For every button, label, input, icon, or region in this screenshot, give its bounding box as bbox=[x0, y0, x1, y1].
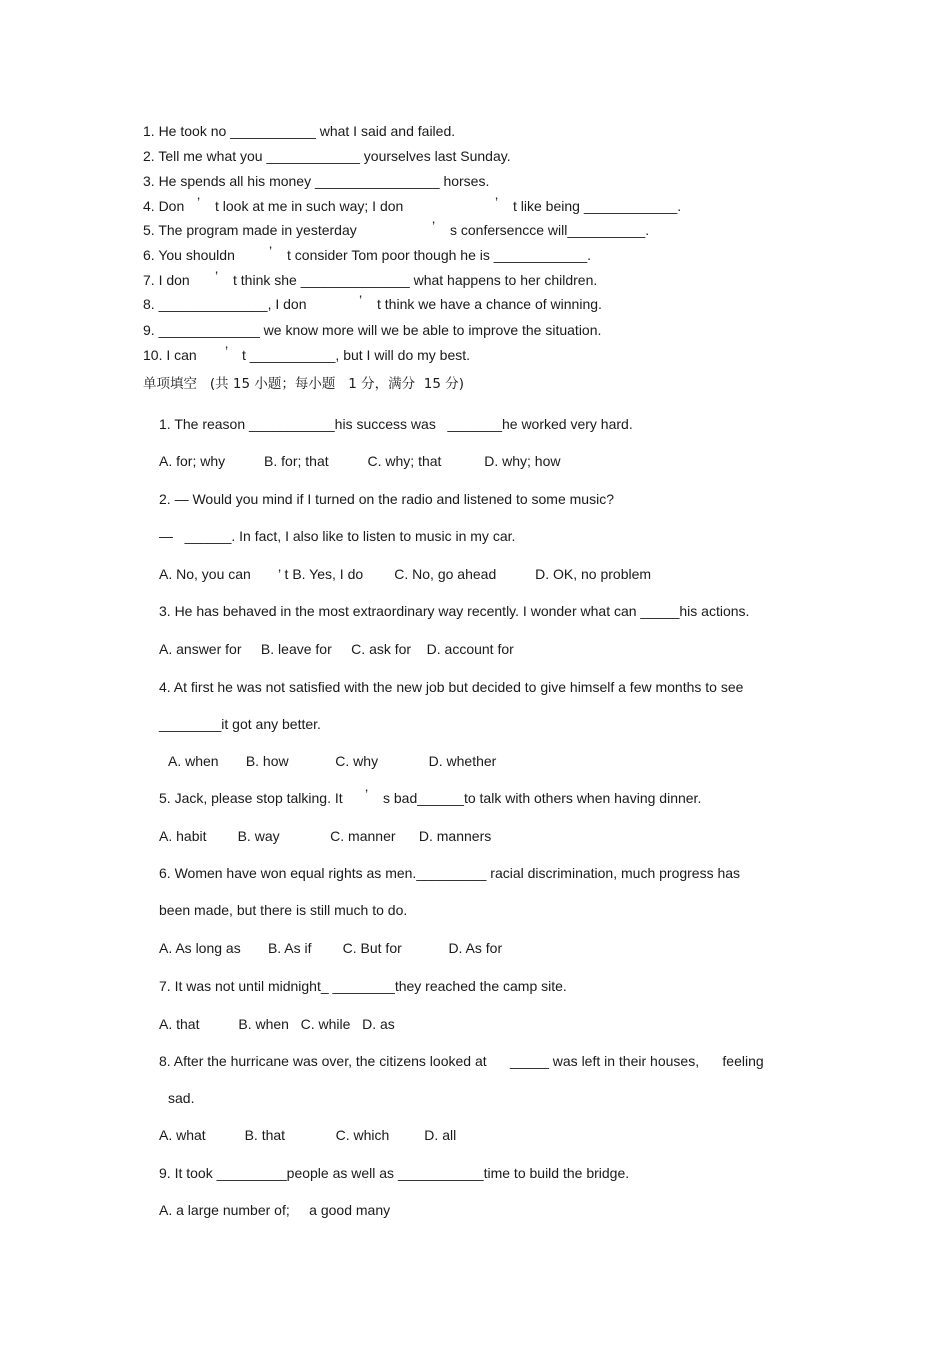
question-2-reply: — ______. In fact, I also like to listen to music in my car. bbox=[159, 528, 516, 544]
options-7: A. that B. when C. while D. as bbox=[159, 1016, 395, 1032]
options-1: A. for; why B. for; that C. why; that D. why; how bbox=[159, 453, 561, 469]
section-heading: 单项填空 (共 15 小题；每小题 1 分，满分 15 分) bbox=[143, 376, 464, 392]
question-4: 4. At first he was not satisfied with the new job but decided to give himself a few months to see bbox=[159, 679, 744, 695]
options-9-partial: A. a large number of; a good many bbox=[159, 1202, 391, 1218]
fill-item-1: 1. He took no ___________ what I said and failed. bbox=[143, 123, 456, 139]
question-3: 3. He has behaved in the most extraordinary way recently. I wonder what can _____his actions. bbox=[159, 603, 750, 619]
fill-item-9: 9. _____________ we know more will we be able to improve the situation. bbox=[143, 322, 602, 338]
question-6-cont: been made, but there is still much to do. bbox=[159, 902, 408, 918]
options-3: A. answer for B. leave for C. ask for D. account for bbox=[159, 641, 514, 657]
options-8: A. what B. that C. which D. all bbox=[159, 1127, 457, 1143]
question-8: 8. After the hurricane was over, the citizens looked at _____ was left in their houses, feeling bbox=[159, 1053, 764, 1069]
options-6: A. As long as B. As if C. But for D. As for bbox=[159, 940, 503, 956]
fill-item-2: 2. Tell me what you ____________ yourselves last Sunday. bbox=[143, 148, 511, 164]
fill-item-3: 3. He spends all his money ________________ horses. bbox=[143, 173, 490, 189]
options-2: A. No, you can ’ t B. Yes, I do C. No, go ahead D. OK, no problem bbox=[159, 566, 652, 582]
question-8-cont: sad. bbox=[168, 1090, 195, 1106]
options-4: A. when B. how C. why D. whether bbox=[168, 753, 497, 769]
worksheet-page: 1. He took no ___________ what I said and failed. 2. Tell me what you ____________ yourselves last Sunday. 3. He spends all his money ________________ horses. 4. Don ’ t look at me in such way; I don ’ t like being ____________. 5. The program made in yesterday ’ s confe rsencce will__________. 6. You shouldn ’ t consider Tom poor though he is ____________. 7. I don ’ t think she ______________ what happens to her children. 8. ______________, I don ’ t think we have a chance of winning. 9. _____________ we know more will we be able to improve the situation. 10. I can ’ t ___________, but I will do my best. 单项填空 (共 15 小题；每小题 1 分，满分 15 分) 1. The reason ___________his success was _______he worked very hard. A. for; why B. for; that C. why; that D. why; how 2. — Would you mind if I turned on the radio and listened to some music? — ______. In fact, I also like to listen to music in my car. A. No, you can ’ t B. Yes, I do C. No, go ahead D. OK, no problem 3. He has behaved in the most extraordinary way recently. I wonder what can _____his actions. A. answer for B. leave for C. ask for D. account for 4. At first he was not satisfied with the new job but decided to give himself a few months to see ________it got any better. A. when B. how C. why D. whether 5. Jack, please stop talking. It ’ s bad______to talk with others when having dinner. A. habit B. way C. manner D. manners 6. Women have won equal rights as men._________ racial discrimination, much progress has been made, but there is still much to do. A. As long as B. As if C. But for D. As for 7. It was not until midnight_ ________they reached the camp site. A. that B. when C. while D. as 8. After the hurricane was over, the citizens looked at _____ was left in their houses, feeling sad. A. what B. that C. which D. all 9. It took _________people as well as ___________time to build the bridge. A. a large number of; a good many bbox=[143, 123, 764, 1218]
question-4-cont: ________it got any better. bbox=[159, 716, 321, 732]
question-7: 7. It was not until midnight_ ________they reached the camp site. bbox=[159, 978, 567, 994]
question-6: 6. Women have won equal rights as men._________ racial discrimination, much progress has bbox=[159, 865, 741, 881]
question-2: 2. — Would you mind if I turned on the radio and listened to some music? bbox=[159, 491, 614, 507]
question-9: 9. It took _________people as well as ___________time to build the bridge. bbox=[159, 1165, 630, 1181]
question-1: 1. The reason ___________his success was _______he worked very hard. bbox=[159, 416, 633, 432]
options-5: A. habit B. way C. manner D. manners bbox=[159, 828, 492, 844]
